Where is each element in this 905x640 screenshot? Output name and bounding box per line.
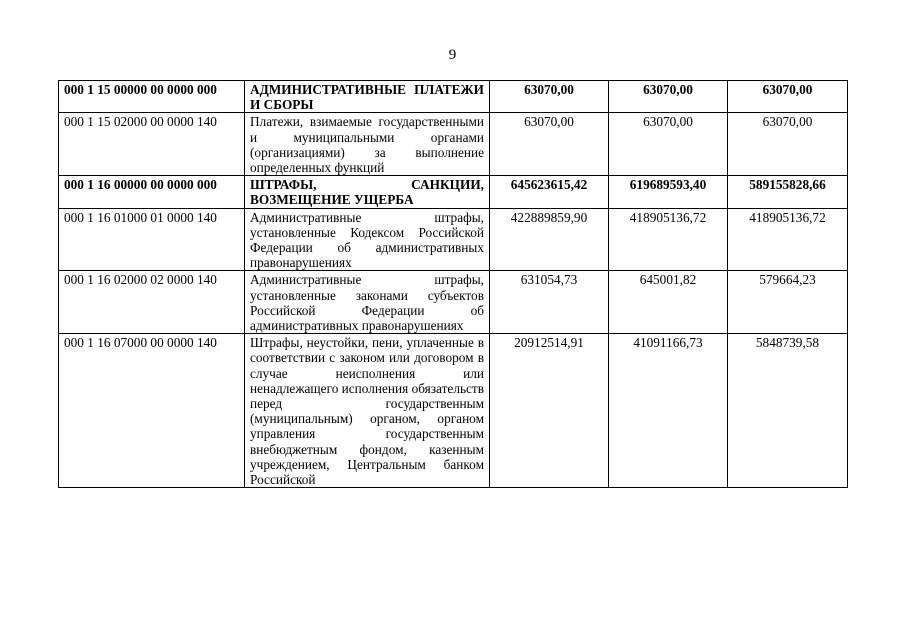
value-year-3: 589155828,66 [728,176,848,208]
budget-code: 000 1 16 07000 00 0000 140 [59,334,245,488]
table-row [59,113,848,176]
item-name: ШТРАФЫ, САНКЦИИ, ВОЗМЕЩЕНИЕ УЩЕРБА [245,176,490,208]
value-year-1: 63070,00 [490,113,609,176]
value-year-1: 631054,73 [490,271,609,334]
item-name: Административные штрафы, установленные Кодексом Российской Федерации об административных правонарушениях [245,208,490,271]
item-name: Штрафы, неустойки, пени, уплаченные в соответствии с законом или договором в случае неисполнения или ненадлежащего исполнения обязательств перед государственным (муниципальным) органом, органом управления государственным внебюджетным фондом, казенным учреждением, Центральным банком Российской [245,334,490,488]
value-year-2: 41091166,73 [609,334,728,488]
value-year-3: 63070,00 [728,113,848,176]
value-year-3: 5848739,58 [728,334,848,488]
budget-code: 000 1 15 02000 00 0000 140 [59,113,245,176]
budget-table [58,80,848,488]
value-year-3: 418905136,72 [728,208,848,271]
budget-code: 000 1 16 02000 02 0000 140 [59,271,245,334]
table-row [59,334,848,488]
budget-code: 000 1 16 00000 00 0000 000 [59,176,245,208]
table-row [59,271,848,334]
table-row [59,176,848,208]
value-year-3: 579664,23 [728,271,848,334]
table-row [59,81,848,113]
value-year-2: 645001,82 [609,271,728,334]
table-row [59,208,848,271]
value-year-1: 20912514,91 [490,334,609,488]
value-year-1: 645623615,42 [490,176,609,208]
page-number: 9 [448,47,457,63]
value-year-2: 619689593,40 [609,176,728,208]
item-name: АДМИНИСТРАТИВНЫЕ ПЛАТЕЖИ И СБОРЫ [245,81,490,113]
value-year-3: 63070,00 [728,81,848,113]
item-name: Административные штрафы, установленные законами субъектов Российской Федерации об административных правонарушениях [245,271,490,334]
value-year-1: 63070,00 [490,81,609,113]
value-year-2: 63070,00 [609,81,728,113]
value-year-2: 418905136,72 [609,208,728,271]
budget-code: 000 1 15 00000 00 0000 000 [59,81,245,113]
value-year-2: 63070,00 [609,113,728,176]
value-year-1: 422889859,90 [490,208,609,271]
item-name: Платежи, взимаемые государственными и муниципальными органами (организациями) за выполнение определенных функций [245,113,490,176]
budget-code: 000 1 16 01000 01 0000 140 [59,208,245,271]
